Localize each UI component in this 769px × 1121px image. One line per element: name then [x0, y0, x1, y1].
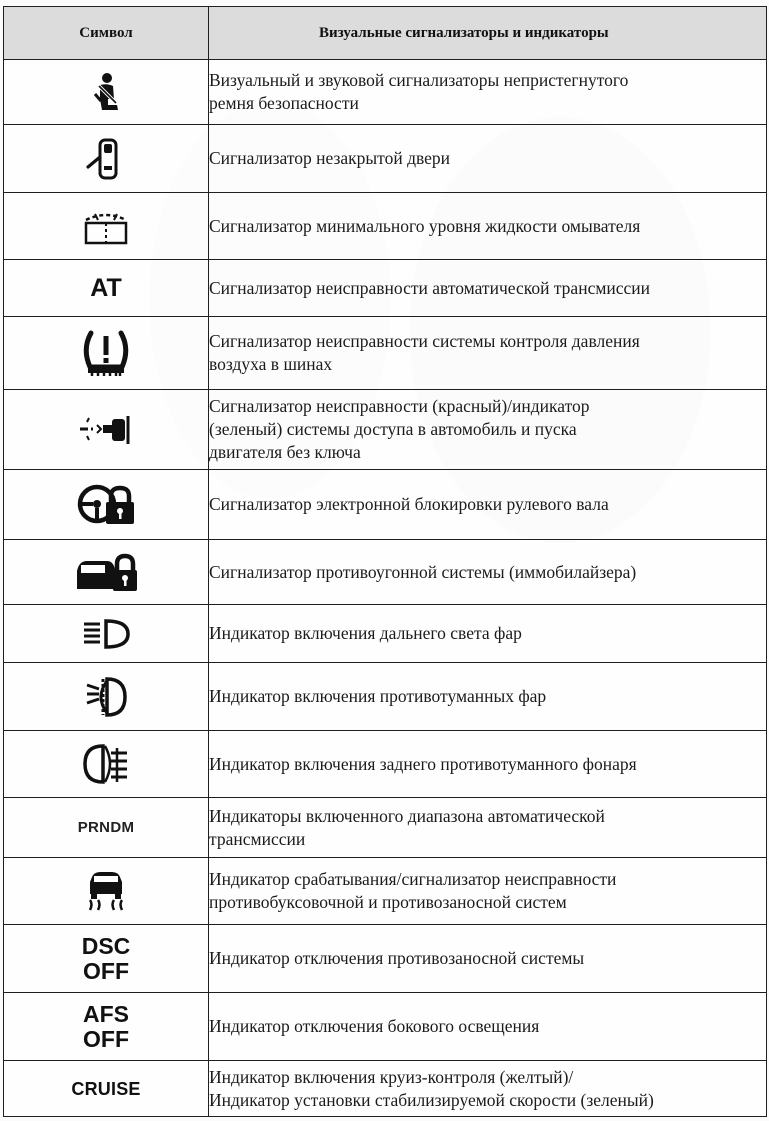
table-row: [4, 731, 767, 798]
symbol-cell: [4, 993, 209, 1061]
washer-fluid-icon: [4, 206, 208, 246]
afs-off-icon: [4, 1002, 208, 1052]
front-fog-icon: [4, 675, 208, 719]
symbol-cell: [4, 663, 209, 731]
indicator-table: [3, 6, 767, 1117]
symbol-cell: [4, 260, 209, 317]
table-header-row: [4, 7, 767, 60]
cruise-icon: CRUISE: [71, 1078, 141, 1099]
symbol-column-header: Символ: [4, 7, 209, 60]
description-cell: Сигнализатор минимального уровня жидкости омывателя: [209, 193, 767, 260]
symbol-cell: [4, 858, 209, 925]
description-cell: Индикатор срабатывания/сигнализатор неисправности противобуксовочной и противозаносной систем: [209, 858, 767, 925]
symbol-cell: [4, 470, 209, 540]
description-cell: Сигнализатор электронной блокировки рулевого вала: [209, 470, 767, 540]
description-column-header: Визуальные сигнализаторы и индикаторы: [209, 7, 767, 60]
tire-pressure-icon: [4, 327, 208, 379]
table-row: [4, 193, 767, 260]
description-cell: Индикатор включения дальнего света фар: [209, 605, 767, 663]
symbol-cell: [4, 317, 209, 390]
off-label: OFF: [83, 1025, 129, 1052]
description-cell: Индикатор отключения противозаносной системы: [209, 925, 767, 993]
description-cell: Сигнализатор незакрытой двери: [209, 125, 767, 193]
description-cell: Сигнализатор противоугонной системы (иммобилайзера): [209, 540, 767, 605]
symbol-cell: [4, 125, 209, 193]
description-cell: Индикатор включения заднего противотуманного фонаря: [209, 731, 767, 798]
table-row: [4, 60, 767, 125]
rear-fog-icon: [4, 742, 208, 786]
immobilizer-icon: [4, 551, 208, 593]
at-icon: AT: [90, 274, 122, 302]
symbol-cell: [4, 390, 209, 470]
description-cell: Визуальный и звуковой сигнализаторы непристегнутого ремня безопасности: [209, 60, 767, 125]
description-cell: Сигнализатор неисправности (красный)/индикатор (зеленый) системы доступа в автомобиль и пуска двигателя без ключа: [209, 390, 767, 470]
description-cell: Индикаторы включенного диапазона автоматической трансмиссии: [209, 798, 767, 858]
symbol-cell: [4, 1061, 209, 1117]
table-row: [4, 925, 767, 993]
symbol-cell: [4, 540, 209, 605]
seatbelt-icon: [4, 72, 208, 112]
traction-control-icon: [4, 869, 208, 913]
table-row: [4, 605, 767, 663]
symbol-cell: [4, 798, 209, 858]
off-label: OFF: [83, 957, 129, 984]
table-row: [4, 663, 767, 731]
table-row: [4, 260, 767, 317]
table-row: [4, 390, 767, 470]
description-cell: Сигнализатор неисправности системы контроля давления воздуха в шинах: [209, 317, 767, 390]
prndm-icon: PRNDM: [77, 818, 135, 836]
steering-lock-icon: [4, 482, 208, 528]
dsc-off-icon: [4, 934, 208, 984]
symbol-cell: [4, 925, 209, 993]
table-row: [4, 858, 767, 925]
table-row: [4, 125, 767, 193]
description-cell: Сигнализатор неисправности автоматической трансмиссии: [209, 260, 767, 317]
table-row: [4, 1061, 767, 1117]
table-row: [4, 470, 767, 540]
keyless-icon: [4, 412, 208, 448]
table-row: [4, 317, 767, 390]
door-open-icon: [4, 137, 208, 181]
high-beam-icon: [4, 618, 208, 650]
dsc-label: DSC: [81, 932, 131, 959]
symbol-cell: [4, 193, 209, 260]
description-cell: Индикатор включения круиз-контроля (желтый)/ Индикатор установки стабилизируемой скорости (зеленый): [209, 1061, 767, 1117]
afs-label: AFS: [83, 1000, 129, 1027]
symbol-cell: [4, 60, 209, 125]
symbol-cell: [4, 605, 209, 663]
symbol-cell: [4, 731, 209, 798]
table-row: [4, 993, 767, 1061]
description-cell: Индикатор включения противотуманных фар: [209, 663, 767, 731]
table-row: [4, 798, 767, 858]
table-row: [4, 540, 767, 605]
description-cell: Индикатор отключения бокового освещения: [209, 993, 767, 1061]
